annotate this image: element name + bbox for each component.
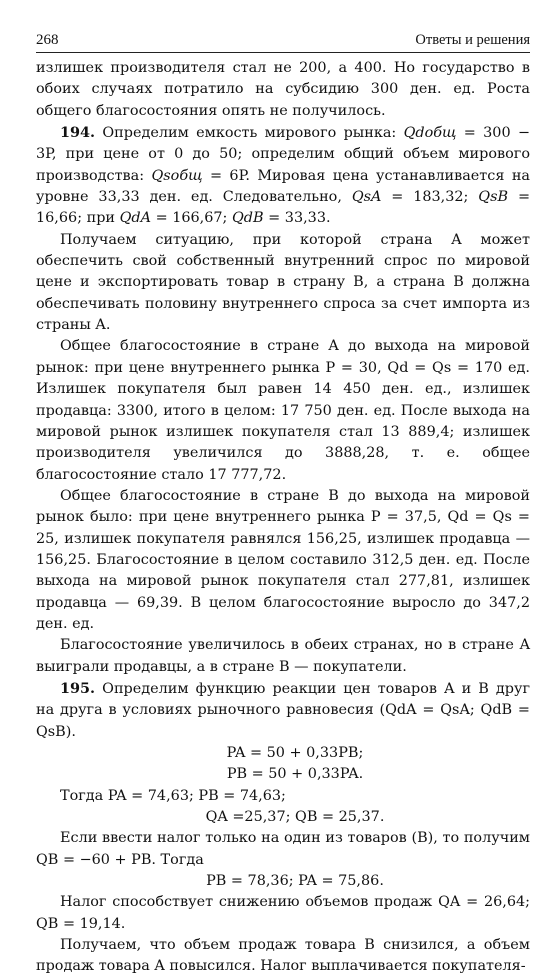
paragraph-194: 194. Определим емкость мирового рынка: Qdобщ = 300 − 3P, при цене от 0 до 50; определим общий объем мирового производства: Qsобщ = 6P. Мировая цена устанавливается на уровне 33,33 ден. ед. Следовательно, QsA = 183,32; QsB = 16,66; при QdA = 166,67; QdB = 33,33. xyxy=(36,124,531,227)
paragraph-final: Получаем, что объем продаж товара B снизился, а объем продаж товара A повысился. Налог выплачивается покупателя- xyxy=(36,937,530,975)
paragraph-tax-effect: Налог способствует снижению объемов продаж QA = 26,64; QB = 19,14. xyxy=(36,894,530,932)
symbol-qd-world: Qdобщ xyxy=(403,125,457,142)
paragraph-conclusion: Благосостояние увеличилось в обеих странах, но в стране A выиграли продавцы, а в стране B — покупатели. xyxy=(36,637,530,675)
page-header xyxy=(36,30,530,53)
page-body xyxy=(36,58,530,978)
paragraph-country-a: Общее благосостояние в стране A до выхода на мировой рынок: при цене внутреннего рынка P = 30, Qd = Qs = 170 ед. Излишек покупателя был равен 14 450 ден. ед., излишек продавца: 3300, итого в целом: 17 750 ден. ед. После выхода на мировой рынок излишек покупателя стал 13 889,4; излишек производителя увеличился до 3888,28, т. е. общее благосостояние стало 17 777,72. xyxy=(36,338,530,483)
paragraph-continuation: излишек производителя стал не 200, а 400. Но государство в обоих случаях потратило на субсидию 300 ден. ед. Роста общего благосостояния опять не получилось. xyxy=(36,60,530,119)
paragraph-tax: Если ввести налог только на один из товаров (B), то получим QB = −60 + PB. Тогда xyxy=(36,830,530,868)
equation-tax-prices: PB = 78,36; PA = 75,86. xyxy=(206,873,384,890)
paragraph-195: 195. Определим функцию реакции цен товаров A и B друг на друга в условиях рыночного равновесия (QdA = QsA; QdB = QsB). xyxy=(36,679,530,740)
symbol-qs-a: QsA xyxy=(351,189,382,206)
symbol-qd-a: QdA xyxy=(119,210,151,227)
page-number: 268 xyxy=(36,32,59,48)
running-title: Ответы и решения xyxy=(415,32,530,48)
problem-number-195: 195. xyxy=(60,679,96,697)
equation-pb: PB = 50 + 0,33PA. xyxy=(226,766,364,783)
symbol-qs-world: Qsобщ xyxy=(151,167,203,184)
paragraph-country-b: Общее благосостояние в стране B до выхода на мировой рынок было: при цене внутреннего рынка P = 37,5, Qd = Qs = 25, излишек покупателя равнялся 156,25, излишек продавца — 156,25. Благосостояние в целом составило 312,5 ден. ед. После выхода на мировой рынок покупателя стал 277,81, излишек продавца — 69,39. В целом благосостояние выросло до 347,2 ден. ед. xyxy=(36,487,530,632)
equation-quantities: QA =25,37; QB = 25,37. xyxy=(205,809,385,826)
symbol-qd-b: QdB xyxy=(231,210,264,227)
symbol-qs-b: QsB xyxy=(478,189,509,206)
problem-number-194: 194. xyxy=(60,124,96,142)
equation-prices: Тогда PA = 74,63; PB = 74,63; xyxy=(60,787,286,804)
equation-pa: PA = 50 + 0,33PB; xyxy=(226,745,364,761)
paragraph-situation: Получаем ситуацию, при которой страна A может обеспечить свой собственный внутренний спрос по мировой цене и экспортировать товар в страну B, а страна B должна обеспечивать половину внутреннего спроса за счет импорта из страны A. xyxy=(36,231,530,334)
